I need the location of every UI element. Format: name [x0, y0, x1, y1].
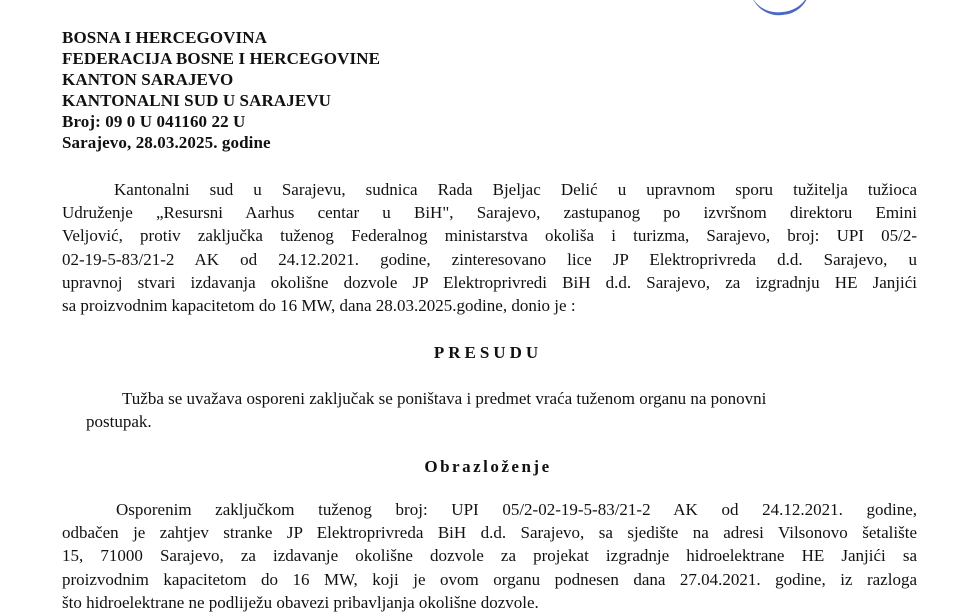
- document-date: Sarajevo, 28.03.2025. godine: [62, 133, 271, 152]
- handwritten-mark: [750, 0, 813, 19]
- verdict-line: postupak.: [86, 412, 152, 431]
- reasoning-title: Obrazloženje: [424, 457, 552, 476]
- reasoning-line: što hidroelektrane ne podliježu obavezi pribavljanja okolišne dozvole.: [62, 592, 539, 612]
- reasoning-line: 15, 71000 Sarajevo, za izdavanje okolišne dozvole za projekat izgradnje hidroelektrane HE Janjići sa: [62, 546, 917, 566]
- reasoning-paragraph: [62, 498, 917, 614]
- header-line-country: BOSNA I HERCEGOVINA: [62, 28, 267, 47]
- court-header: [62, 27, 380, 153]
- intro-paragraph: [62, 178, 917, 317]
- header-line-federation: FEDERACIJA BOSNE I HERCEGOVINE: [62, 49, 381, 68]
- intro-line: sa proizvodnim kapacitetom do 16 MW, dana 28.03.2025.godine, donio je :: [62, 296, 576, 316]
- case-number: Broj: 09 0 U 041160 22 U: [62, 112, 246, 131]
- verdict-line: Tužba se uvažava osporeni zaključak se poništava i predmet vraća tuženom organu na ponovni: [122, 389, 767, 408]
- intro-line: Kantonalni sud u Sarajevu, sudnica Rada Bjeljac Delić u upravnom sporu tužitelja tužioca: [114, 180, 917, 199]
- verdict-paragraph: [86, 387, 886, 433]
- intro-line: 02-19-5-83/21-2 AK od 24.12.2021. godine, zinteresovano lice JP Elektroprivreda d.d. Sarajevo, u: [62, 249, 917, 269]
- header-line-court: KANTONALNI SUD U SARAJEVU: [62, 91, 332, 110]
- verdict-title: PRESUDU: [433, 343, 543, 362]
- intro-line: upravnoj stvari izdavanja okolišne dozvole JP Elektroprivredi BiH d.d. Sarajevo, za izgradnju HE Janjići: [62, 272, 917, 292]
- intro-line: Veljović, protiv zaključka tuženog Federalnog ministarstva okoliša i turizma, Sarajevo, broj: UPI 05/2-: [62, 226, 917, 246]
- intro-line: Udruženje „Resursni Aarhus centar u BiH", Sarajevo, zastupanog po izvršnom direktoru Emini: [62, 203, 917, 223]
- header-line-canton: KANTON SARAJEVO: [62, 70, 234, 89]
- reasoning-line: proizvodnim kapacitetom do 16 MW, koji je ovom organu podnesen dana 27.04.2021. godine, iz razloga: [62, 569, 917, 589]
- reasoning-line: odbačen je zahtjev stranke JP Elektroprivreda BiH d.d. Sarajevo, sa sjedište na adresi Vilsonovo šetalište: [62, 523, 917, 543]
- reasoning-line: Osporenim zaključkom tuženog broj: UPI 05/2-02-19-5-83/21-2 AK od 24.12.2021. godine,: [116, 500, 917, 519]
